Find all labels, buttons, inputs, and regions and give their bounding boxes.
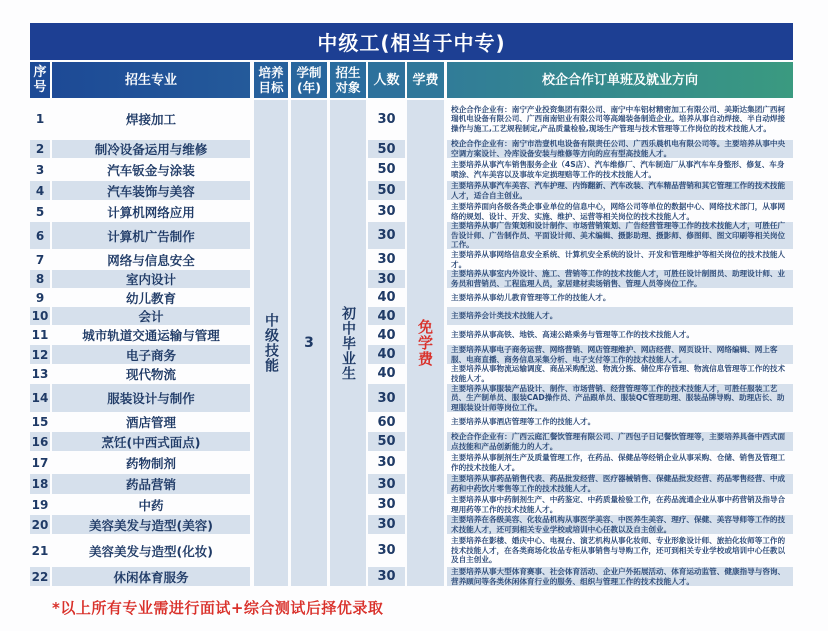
row-major: 会计: [52, 307, 250, 325]
row-count: 50: [368, 432, 405, 451]
row-number: 13: [31, 366, 49, 381]
row-count: 30: [377, 497, 396, 512]
row-count: 30: [368, 270, 405, 288]
row-number: 21: [31, 543, 49, 558]
row-direction: 主要培养从事高铁、地铁、高速公路乘务与管理等工作的技术技能人才。: [451, 330, 694, 340]
row-major: 幼儿教育: [125, 290, 176, 306]
row-count: 30: [368, 384, 405, 412]
header-target: 招生对象: [330, 62, 366, 98]
header-no: 序号: [30, 62, 50, 98]
row-count: 30: [377, 111, 396, 127]
row-number: 6: [30, 222, 50, 249]
row-number: 8: [30, 270, 50, 288]
row-count: 50: [377, 162, 396, 177]
row-count: 40: [368, 307, 405, 325]
table-title: 中级工(相当于中专): [30, 23, 793, 60]
row-direction: 主要培养在各级美容、化妆品机构从事医学美容、中医养生美容、理疗、保健、美容导师等工作的技术技能人才，还可到相关专业学校或培训中心任教以及自主创业。: [447, 515, 793, 534]
row-direction: 主要培养从事幼儿教育管理等工作的技能人才。: [451, 292, 611, 302]
row-direction: 主要培养从事物流运输调度、商品采购配送、物流分拣、储位库存管理、物流信息管理等工作的技术技能人才。: [451, 363, 786, 383]
header-direction: 校企合作订单班及就业方向: [447, 62, 793, 98]
years-cell: 3: [291, 100, 327, 586]
row-major: 制冷设备运用与维修: [52, 140, 250, 158]
row-direction: 主要培养从事室内外设计、施工、营销等工作的技术技能人才，可胜任设计制图员、助理设计师、业务员和营销员、工程监理人员，家居建材卖场销售、管理人员等岗位工作。: [447, 270, 793, 288]
row-direction: 主要培养在影楼、婚庆中心、电视台、演艺机构从事化妆师、专业形象设计师、旅拍化妆师等工作的技术技能人才，在各类商场化妆品专柜从事销售与导购工作，还可到相关专业学校或培训中心任教以及自主创业。: [451, 536, 786, 565]
row-number: 14: [30, 384, 50, 412]
row-count: 40: [377, 366, 396, 381]
row-number: 17: [31, 455, 49, 470]
target-cell: 初中毕业生: [330, 100, 366, 586]
row-count: 30: [377, 543, 396, 558]
row-number: 19: [31, 497, 49, 512]
row-count: 40: [377, 327, 396, 343]
row-direction: 主要培养从事大型体育赛事、社会体育活动、企业户外拓展活动、体育运动监管、健康指导与咨询、营养顾问等各类休闲体育行业的服务、组织与管理工作的技术技能人才。: [447, 567, 793, 586]
row-direction: 主要培养从事酒店管理等工作的技能人才。: [451, 417, 596, 427]
row-count: 30: [368, 222, 405, 249]
row-major: 电子商务: [52, 345, 250, 364]
row-count: 30: [368, 515, 405, 534]
row-number: 5: [35, 204, 45, 219]
row-major: 现代物流: [125, 366, 176, 382]
row-number: 2: [30, 140, 50, 158]
row-major: 酒店管理: [125, 415, 176, 430]
row-count: 50: [368, 181, 405, 200]
row-direction: 主要培养会计类技术技能人才。: [447, 307, 793, 325]
row-direction: 主要培养从事制剂生产及质量管理工作，在药品、保健品等经销企业从事采购、仓储、销售及管理工作的技术技能人才。: [451, 452, 786, 472]
row-major: 网络与信息安全: [107, 252, 195, 268]
row-direction: 主要培养从事服装产品设计、制作、市场营销、经营管理等工作的技术技能人才，可胜任服装工艺员、生产制单员、服装CAD操作员、产品跟单员、服装QC管理助理、服装品牌导购、助理店长、助理服装设计师等岗位工作。: [447, 384, 793, 412]
header-tuition: 学费: [407, 62, 444, 98]
row-number: 18: [30, 474, 50, 494]
row-count: 30: [368, 567, 405, 586]
goal-cell: 中级技能: [254, 100, 288, 586]
row-number: 15: [31, 415, 49, 429]
row-count: 40: [377, 290, 396, 305]
row-major: 焊接加工: [125, 112, 176, 127]
row-major: 美容美发与造型(美容): [52, 515, 250, 534]
row-direction: 主要培养从事药品销售代表、药品批发经营、医疗器械销售、保健品批发经营、药品零售经营、中成药和中药饮片零售等工作的技术技能人才。: [447, 474, 793, 494]
row-count: 30: [368, 474, 405, 494]
row-major: 药品营销: [52, 474, 250, 494]
footnote: *以上所有专业需进行面试+综合测试后择优录取: [52, 599, 384, 617]
row-major: 烹饪(中西式面点): [52, 432, 250, 451]
row-number: 1: [35, 112, 45, 126]
row-count: 30: [377, 252, 396, 267]
row-count: 50: [368, 140, 405, 158]
header-major: 招生专业: [52, 62, 250, 98]
row-direction: 主要培养从事中药制剂生产、中药鉴定、中药质量检验工作，在药品流通企业从事中药营销及指导合理用药等工作的技术技能人才。: [451, 494, 786, 514]
row-direction: 主要培养从事广告策划和设计制作、市场营销策划、广告经营管理等工作的技术技能人才，可胜任广告设计师、广告制作员、平面设计师、美术编辑、摄影助理、摄影师、修图师、图文印刷等相关岗位工作。: [447, 222, 793, 249]
row-direction: 主要培养面向各级各类企事业单位的信息中心，网络公司等单位的数据中心、网络技术部门，从事网络的规划、设计、开发、实施、维护、运营等相关岗位的技术技能人才。: [451, 201, 786, 221]
row-major: 汽车装饰与美容: [52, 181, 250, 200]
row-count: 40: [368, 345, 405, 364]
row-number: 22: [30, 567, 50, 586]
row-direction: 主要培养从事汽车销售服务企业（4S店）、汽车维修厂、汽车制造厂从事汽车车身整形、修复、车身喷涂、汽车美容以及事故车定损理赔等工作的技术技能人才。: [451, 159, 785, 179]
row-number: 12: [30, 345, 50, 364]
row-number: 10: [31, 309, 49, 323]
row-number: 16: [30, 432, 50, 451]
row-count: 60: [377, 414, 396, 430]
row-direction: 主要培养从事网络信息安全系统、计算机安全系统的设计、开发和管理维护等相关岗位的技术技能人才。: [451, 249, 786, 269]
row-major: 室内设计: [52, 270, 250, 288]
row-major: 计算机广告制作: [52, 222, 250, 249]
header-count: 人数: [368, 62, 405, 98]
row-direction: 主要培养从事汽车美容、汽车护理、内饰翻新、汽车改装、汽车精品营销和其它管理工作的技术技能人才，适合自主创业。: [447, 181, 793, 200]
row-number: 9: [35, 290, 45, 305]
tuition-cell: 免学费: [407, 100, 444, 586]
row-major: 城市轨道交通运输与管理: [82, 328, 220, 343]
row-direction: 校企合作企业有：南宁产业投资集团有限公司、南宁中车铝材精密加工有限公司、美斯达集团广西柯瑞机电设备有限公司、广西南南铝业有限公司等高端装备制造企业。培养从事自动焊接、半自动焊接操作与施工,工艺规程制定,产品质量检验,现场生产管理与技术管理等工作岗位的技术技能人才。: [451, 104, 786, 133]
row-direction: 校企合作企业有：南宁市浩壹机电设备有限责任公司、广西乐晨机电有限公司等。主要培养从事中央空调方案设计、冷库设备安装与维修等方向的应有型高技能人才。: [447, 140, 793, 158]
row-number: 20: [30, 515, 50, 534]
row-major: 中药: [138, 497, 164, 513]
row-major: 美容美发与造型(化妆): [89, 543, 213, 559]
row-number: 11: [31, 328, 49, 342]
row-major: 药物制剂: [125, 455, 176, 471]
row-direction: 校企合作企业有：广西云庭汇餐饮管理有限公司、广西包子日记餐饮管理等，主要培养具备中西式面点技能和产品创新能力的人才。: [447, 432, 793, 451]
row-direction: 主要培养从事电子商务运营、网络营销、网店管理维护、网店经营、网页设计、网络编辑、网上客服、电商直播、商务信息采集分析、电子支付等工作的技术技能人才。: [447, 345, 793, 364]
row-major: 计算机网络应用: [107, 204, 195, 220]
row-count: 30: [377, 204, 396, 219]
header-goal: 培养目标: [254, 62, 288, 98]
row-major: 休闲体育服务: [52, 567, 250, 586]
row-number: 7: [35, 252, 45, 267]
row-number: 4: [30, 181, 50, 200]
row-number: 3: [35, 162, 45, 177]
header-years: 学制(年): [291, 62, 327, 98]
row-major: 服装设计与制作: [52, 384, 250, 412]
row-major: 汽车钣金与涂装: [107, 162, 195, 178]
row-count: 30: [377, 455, 396, 470]
